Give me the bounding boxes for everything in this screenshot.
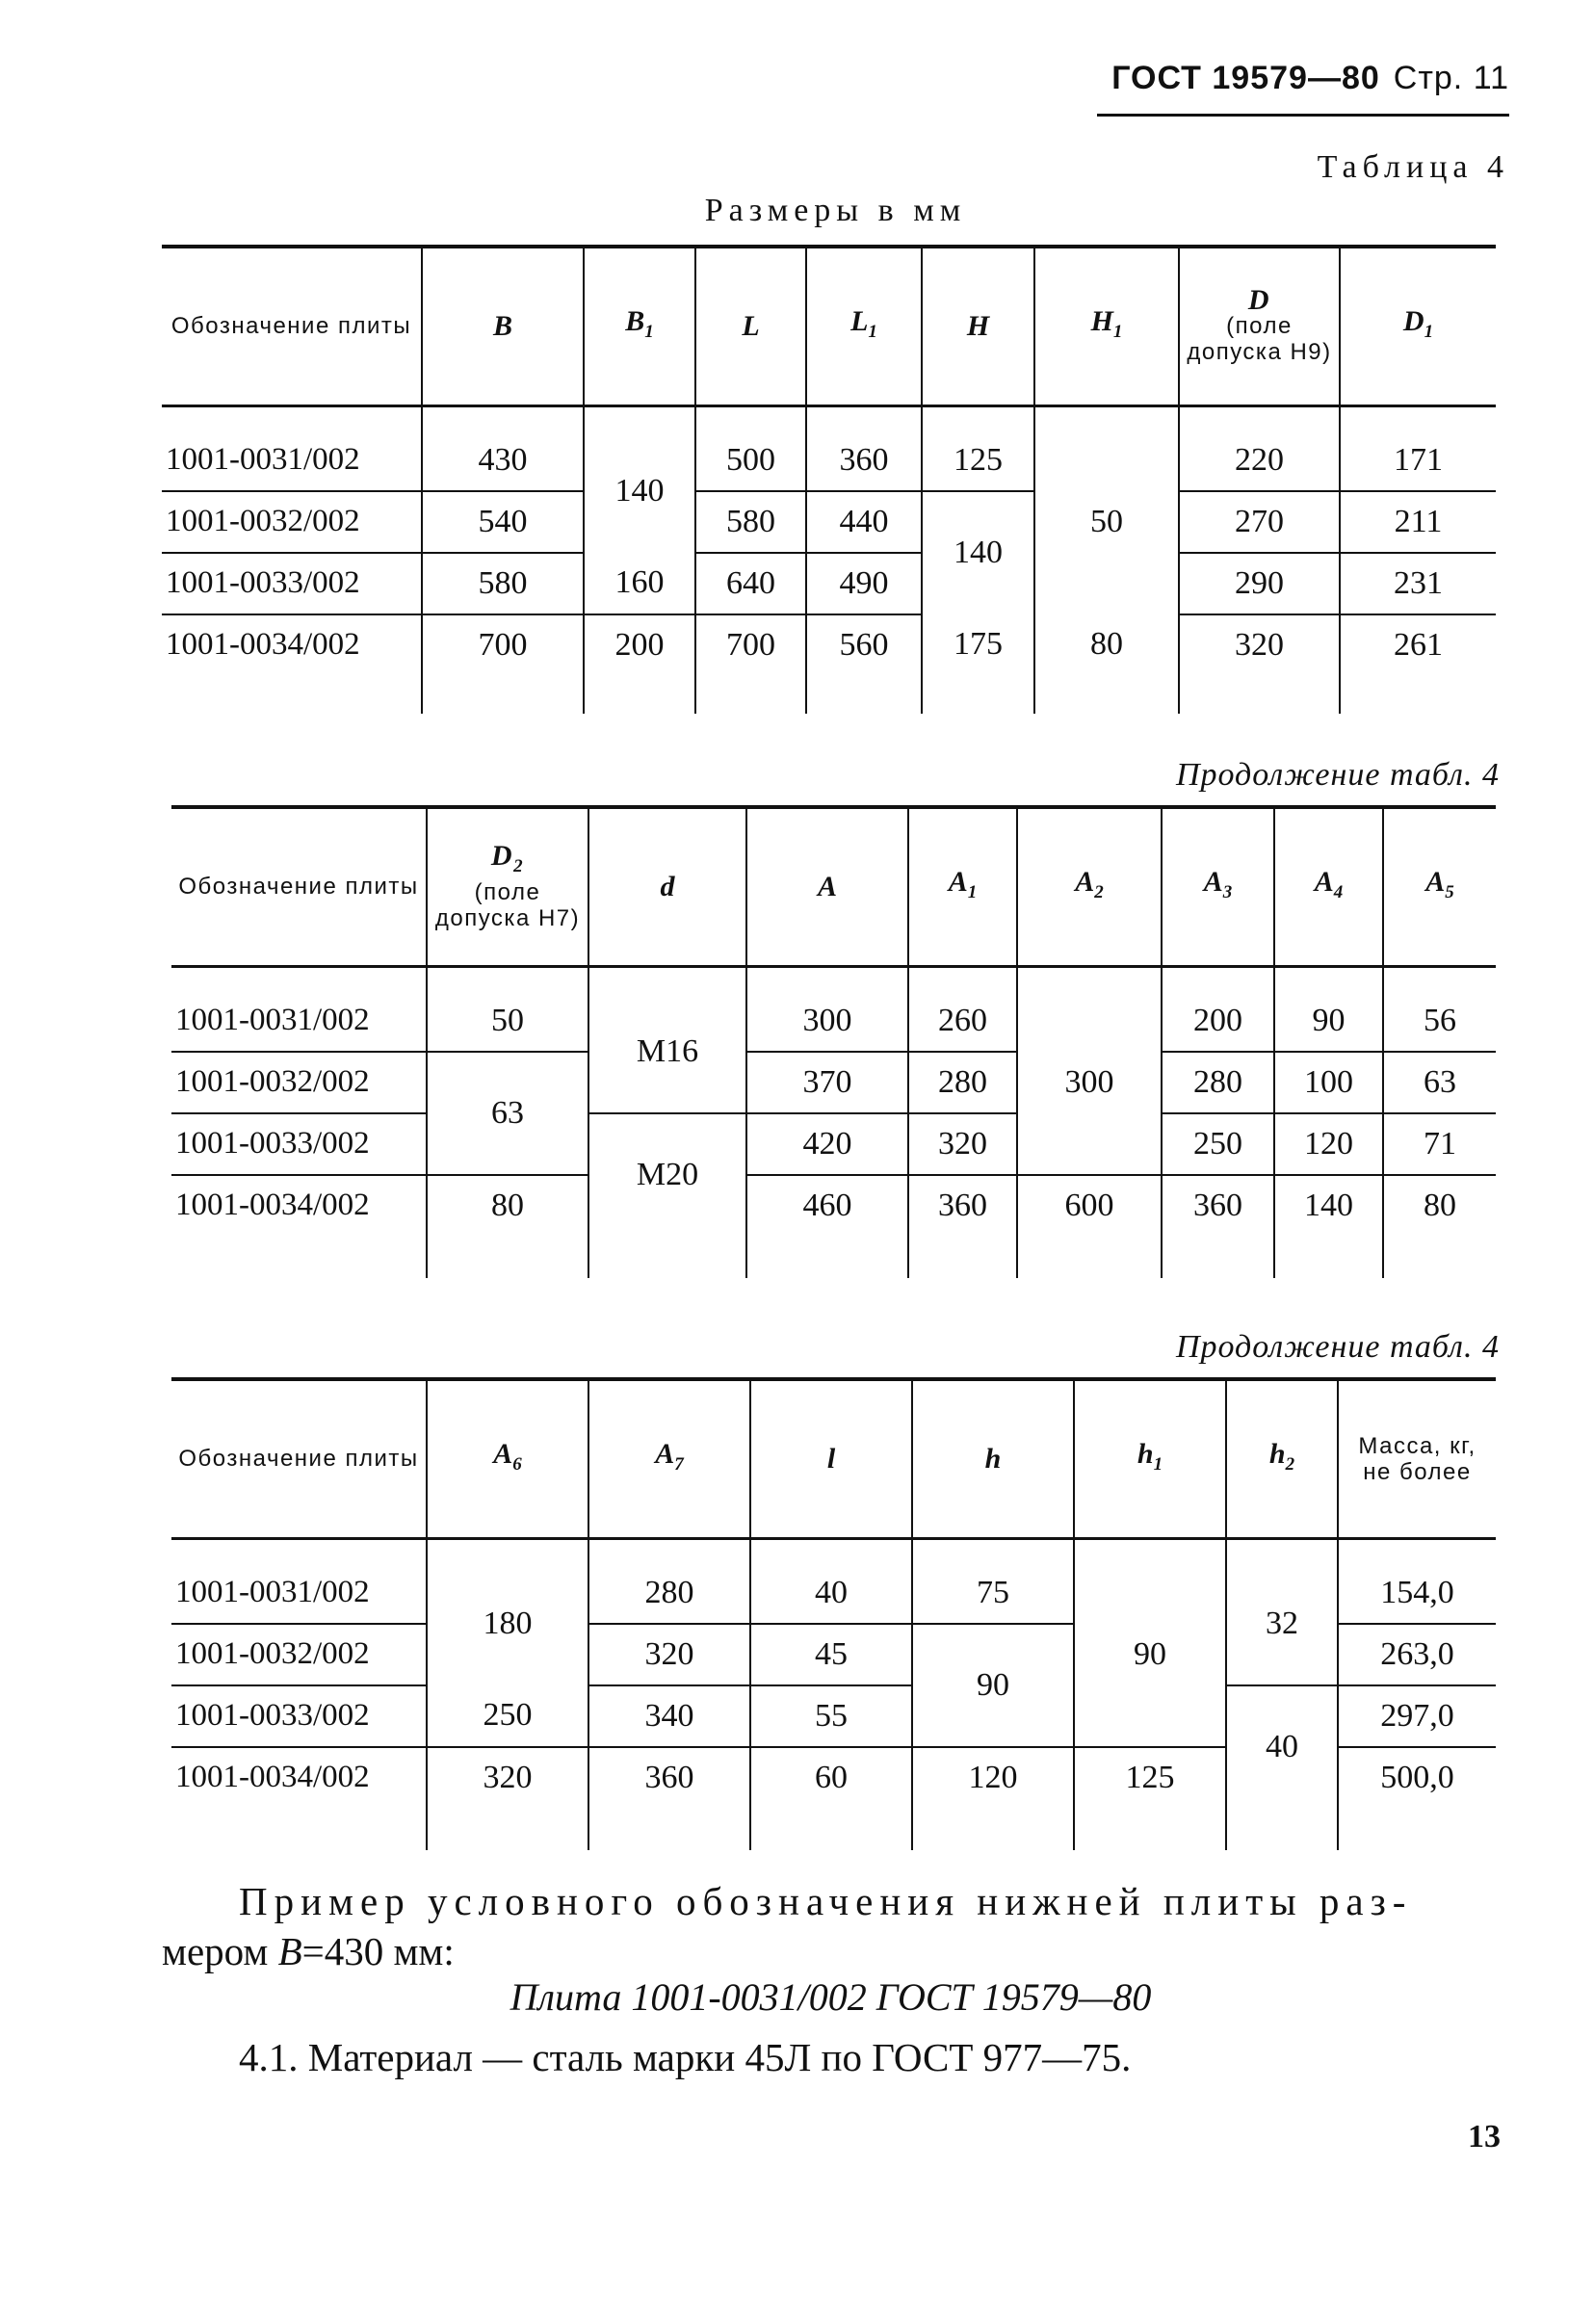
header-A7: $A_7$ — [588, 1379, 750, 1538]
header-h1: $h_1$ — [1074, 1379, 1226, 1538]
continuation-label-1: Продолжение табл. 4 — [1175, 757, 1500, 793]
page-number: 13 — [1468, 2119, 1501, 2154]
header-designation: Обозначение плиты — [171, 807, 427, 966]
table-row: 1001-0034/002 700 200 700 560 175 80 320 261 — [162, 614, 1496, 675]
header-D2: $D_2$ (поле допуска H7) — [427, 807, 588, 966]
table-label: Таблица 4 — [1317, 149, 1509, 185]
header-A1: $A_1$ — [908, 807, 1017, 966]
header-d: d — [588, 807, 746, 966]
header-h2: $h_2$ — [1226, 1379, 1338, 1538]
header-L: L — [695, 247, 806, 405]
header-D1: $D_1$ — [1340, 247, 1496, 405]
table-3 — [171, 1377, 1496, 1850]
header-H: H — [922, 247, 1034, 405]
header-A2: $A_2$ — [1017, 807, 1162, 966]
example-designation: Плита 1001-0031/002 ГОСТ 19579—80 — [510, 1975, 1152, 2019]
header-designation: Обозначение плиты — [162, 247, 422, 405]
table-2 — [171, 805, 1496, 1278]
header-A3: $A_3$ — [1162, 807, 1274, 966]
page-header — [1111, 60, 1509, 97]
table-row: 1001-0032/002 63 370 280 280 100 63 — [171, 1052, 1496, 1113]
header-B: B — [422, 247, 584, 405]
page-reference: Стр. 11 — [1393, 60, 1509, 96]
continuation-label-2: Продолжение табл. 4 — [1175, 1329, 1500, 1365]
example-paragraph — [162, 1876, 1496, 1976]
header-D: D (поле допуска H9) — [1179, 247, 1340, 405]
table-row: 1001-0031/002 180 280 40 75 90 32 154,0 — [171, 1563, 1496, 1624]
example-line-1: Пример условного обозначения нижней плиты раз- — [239, 1879, 1413, 1923]
table-row: 1001-0031/002 430 140 500 360 125 50 220 171 — [162, 431, 1496, 491]
header-A: A — [746, 807, 908, 966]
header-designation: Обозначение плиты — [171, 1379, 427, 1538]
example-line-2: мером B=430 мм: — [162, 1929, 455, 1973]
header-B1: $B_1$ — [584, 247, 695, 405]
header-A4: $A_4$ — [1274, 807, 1383, 966]
header-rule — [1097, 114, 1509, 117]
header-l: l — [750, 1379, 912, 1538]
units-caption: Размеры в мм — [704, 193, 967, 228]
table-row: 1001-0032/002 540 580 440 140 270 211 — [162, 491, 1496, 553]
material-clause: 4.1. Материал — сталь марки 45Л по ГОСТ 977—75. — [239, 2035, 1132, 2079]
table-row: 1001-0033/002 250 340 55 40 297,0 — [171, 1685, 1496, 1747]
table-1 — [162, 245, 1496, 714]
header-L1: $L_1$ — [806, 247, 922, 405]
table-row: 1001-0033/002 580 160 640 490 290 231 — [162, 553, 1496, 614]
table-row: 1001-0033/002 M20 420 320 250 120 71 — [171, 1113, 1496, 1175]
table-row: 1001-0034/002 320 360 60 120 125 500,0 — [171, 1747, 1496, 1808]
header-h: h — [912, 1379, 1074, 1538]
table-row: 1001-0031/002 50 M16 300 260 300 200 90 56 — [171, 991, 1496, 1052]
table-row: 1001-0032/002 320 45 90 263,0 — [171, 1624, 1496, 1685]
header-A5: $A_5$ — [1383, 807, 1496, 966]
header-mass: Масса, кг, не более — [1338, 1379, 1496, 1538]
header-A6: $A_6$ — [427, 1379, 588, 1538]
standard-number: ГОСТ 19579—80 — [1111, 60, 1380, 96]
table-row: 1001-0034/002 80 460 360 600 360 140 80 — [171, 1175, 1496, 1236]
header-H1: $H_1$ — [1034, 247, 1179, 405]
